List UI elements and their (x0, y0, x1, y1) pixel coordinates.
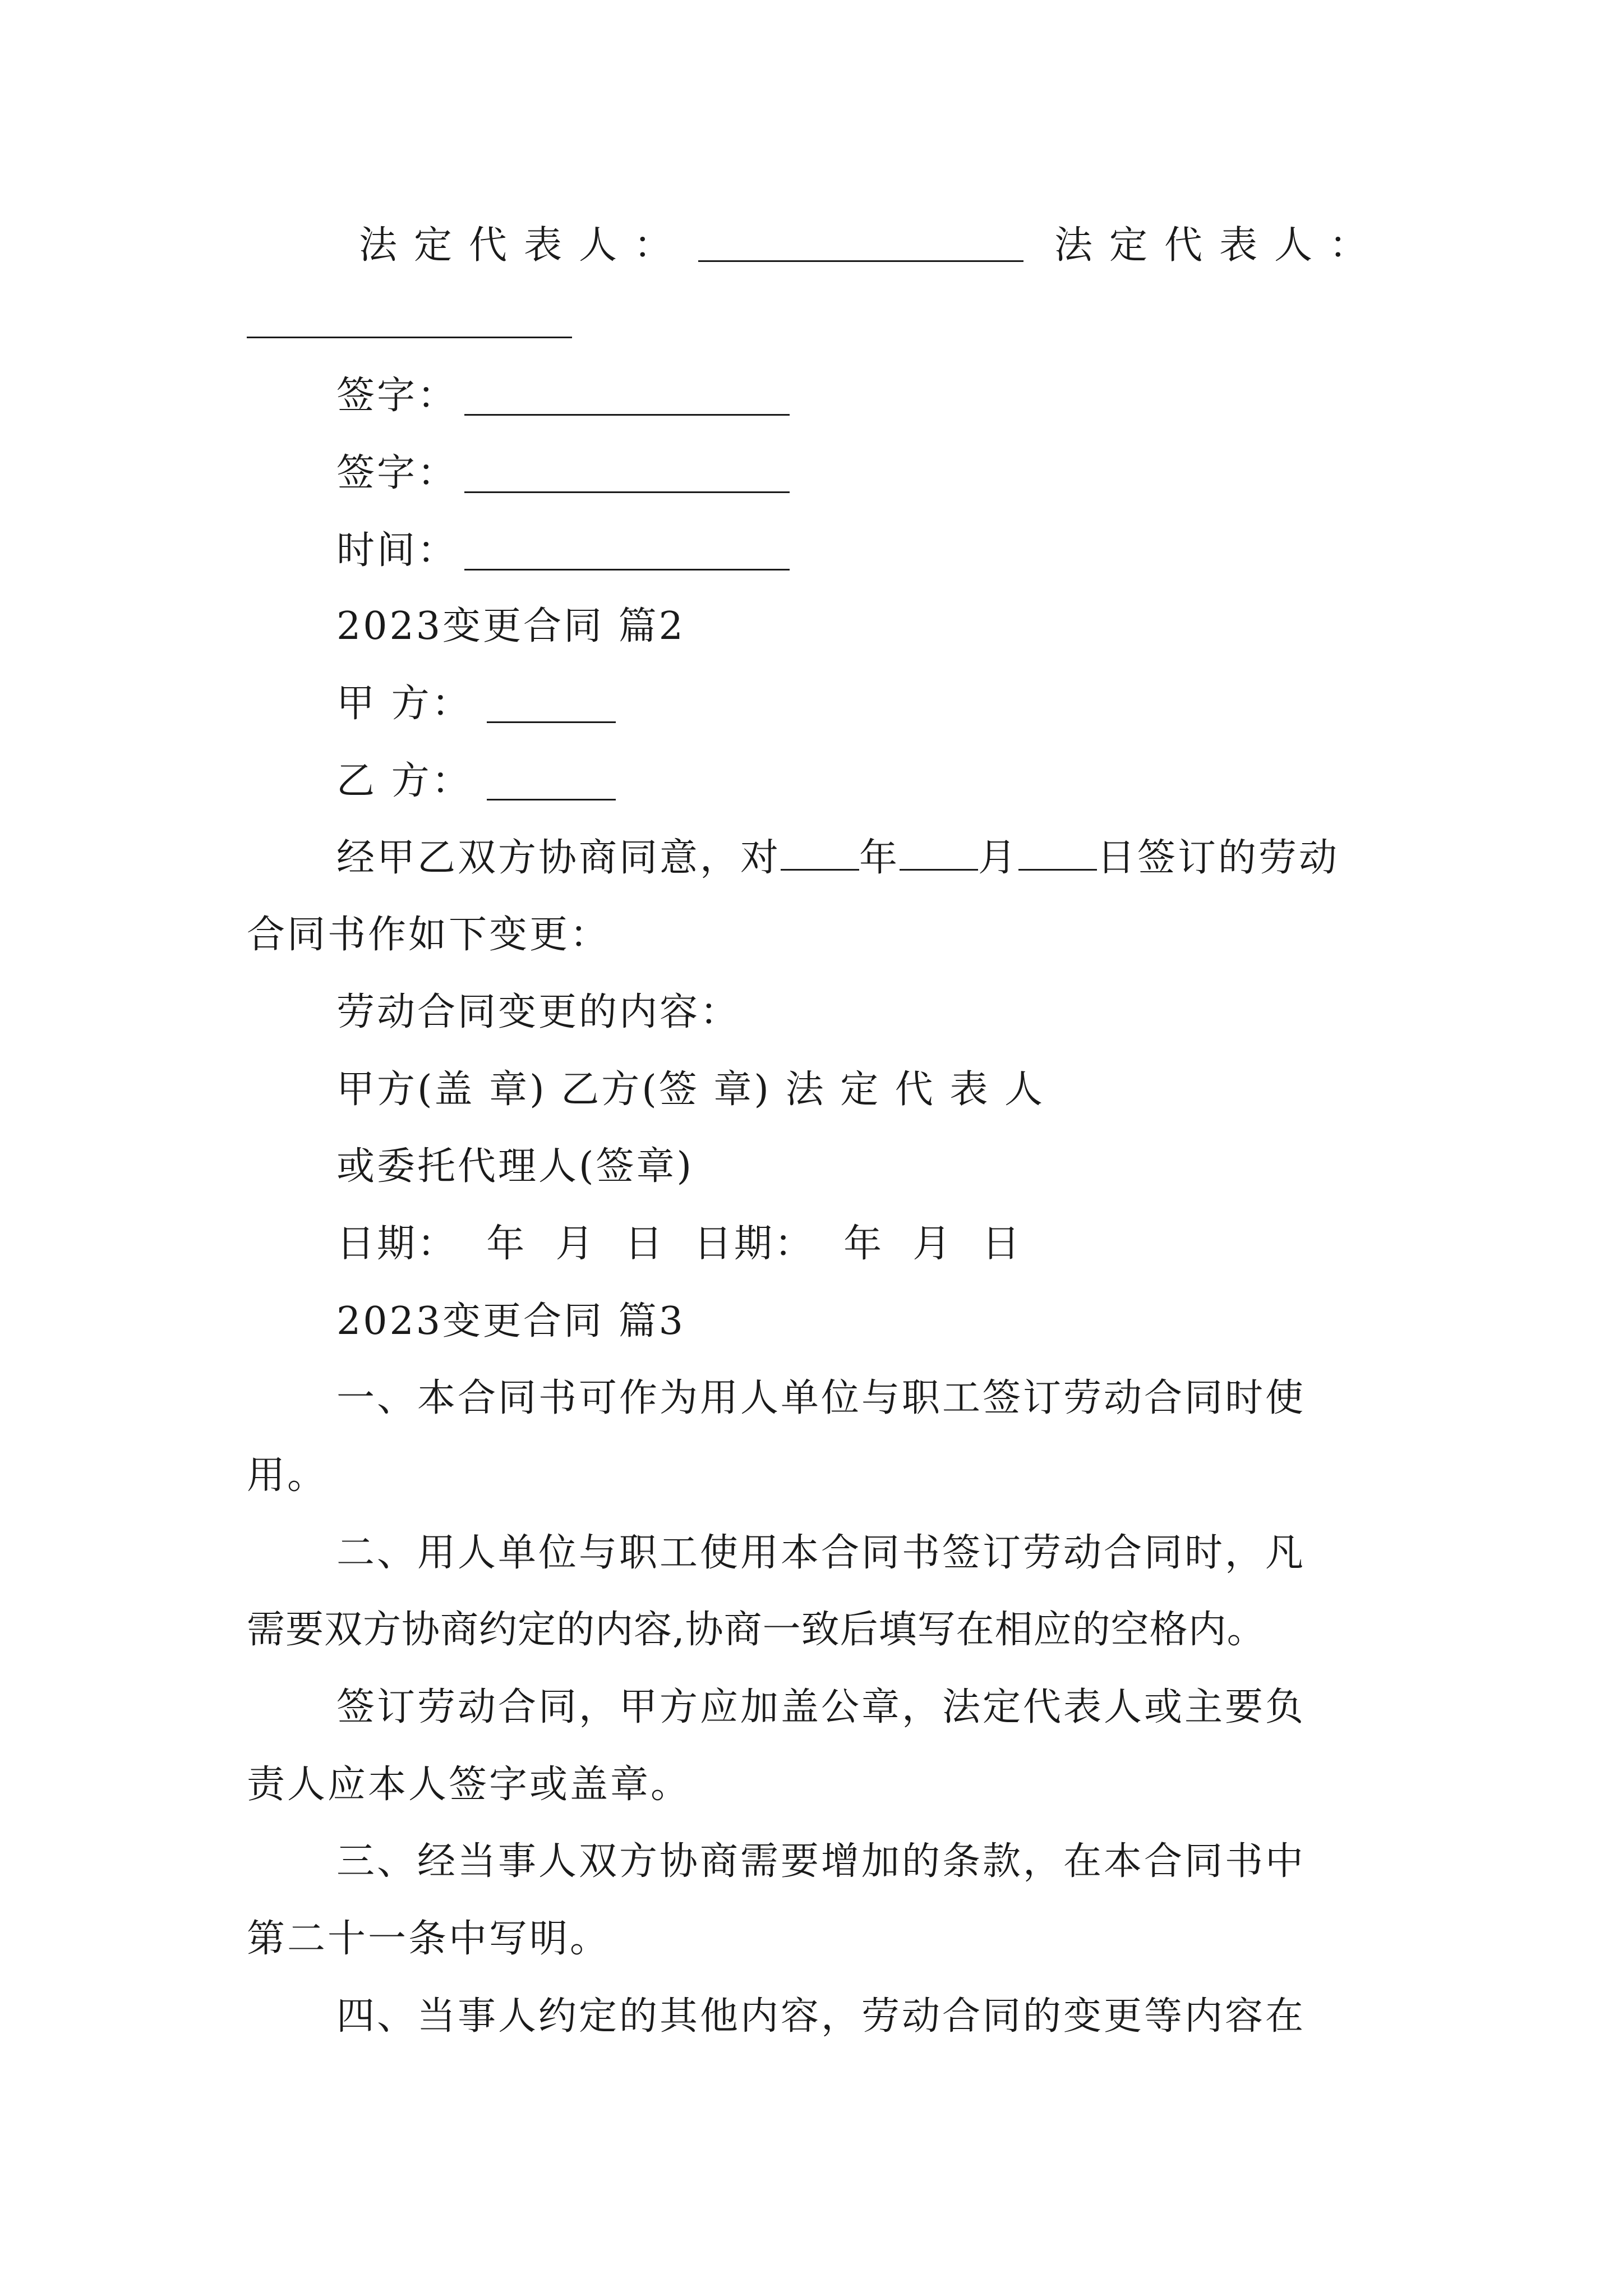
signature-label-1: 签字： (336, 374, 458, 418)
section-heading-2: 2023变更合同 篇2 (336, 604, 685, 648)
seal-signature-row: 甲方(盖 章) 乙方(签 章) 法 定 代 表 人 (336, 1068, 1045, 1112)
agent-signature-label: 或委托代理人(签章) (336, 1144, 694, 1189)
legal-rep-blank-b (247, 337, 572, 338)
item-2-line-1: 二、用人单位与职工使用本合同书签订劳动合同时，凡 (336, 1531, 1306, 1575)
item-3-line-2: 第二十一条中写明。 (247, 1917, 611, 1961)
item-2-line-2: 需要双方协商约定的内容,协商一致后填写在相应的空格内。 (247, 1608, 1266, 1652)
legal-rep-label-a: 法定代表人： (359, 223, 689, 268)
party-b-label: 乙 方： (336, 759, 472, 803)
change-content-label: 劳动合同变更的内容： (336, 990, 741, 1034)
section-heading-3: 2023变更合同 篇3 (336, 1299, 685, 1343)
party-a-label: 甲 方： (336, 682, 472, 726)
item-1-line-2: 用。 (247, 1453, 328, 1498)
party-a-blank (487, 721, 616, 723)
paragraph-1-line-2: 合同书作如下变更： (247, 913, 611, 957)
legal-rep-label-b: 法定代表人： (1054, 223, 1385, 268)
date-row: 日期： 年 月 日 日期： 年 月 日 (336, 1222, 1022, 1266)
item-1-line-1: 一、本合同书可作为用人单位与职工签订劳动合同时使 (336, 1376, 1306, 1420)
item-2b-line-2: 责人应本人签字或盖章。 (247, 1763, 691, 1807)
signature-label-2: 签字： (336, 451, 458, 495)
item-3-line-1: 三、经当事人双方协商需要增加的条款，在本合同书中 (336, 1839, 1306, 1884)
party-b-blank (487, 799, 616, 800)
item-4-line-1: 四、当事人约定的其他内容，劳动合同的变更等内容在 (336, 1994, 1306, 2039)
signature-blank-2 (464, 491, 790, 493)
time-blank (464, 569, 790, 570)
legal-rep-blank-a (698, 260, 1023, 262)
paragraph-1-line-1: 经甲乙双方协商同意，对 年 月 日签订的劳动 (336, 836, 1340, 880)
signature-blank-1 (464, 414, 790, 416)
item-2b-line-1: 签订劳动合同，甲方应加盖公章，法定代表人或主要负 (336, 1685, 1306, 1729)
time-label: 时间： (336, 528, 458, 573)
